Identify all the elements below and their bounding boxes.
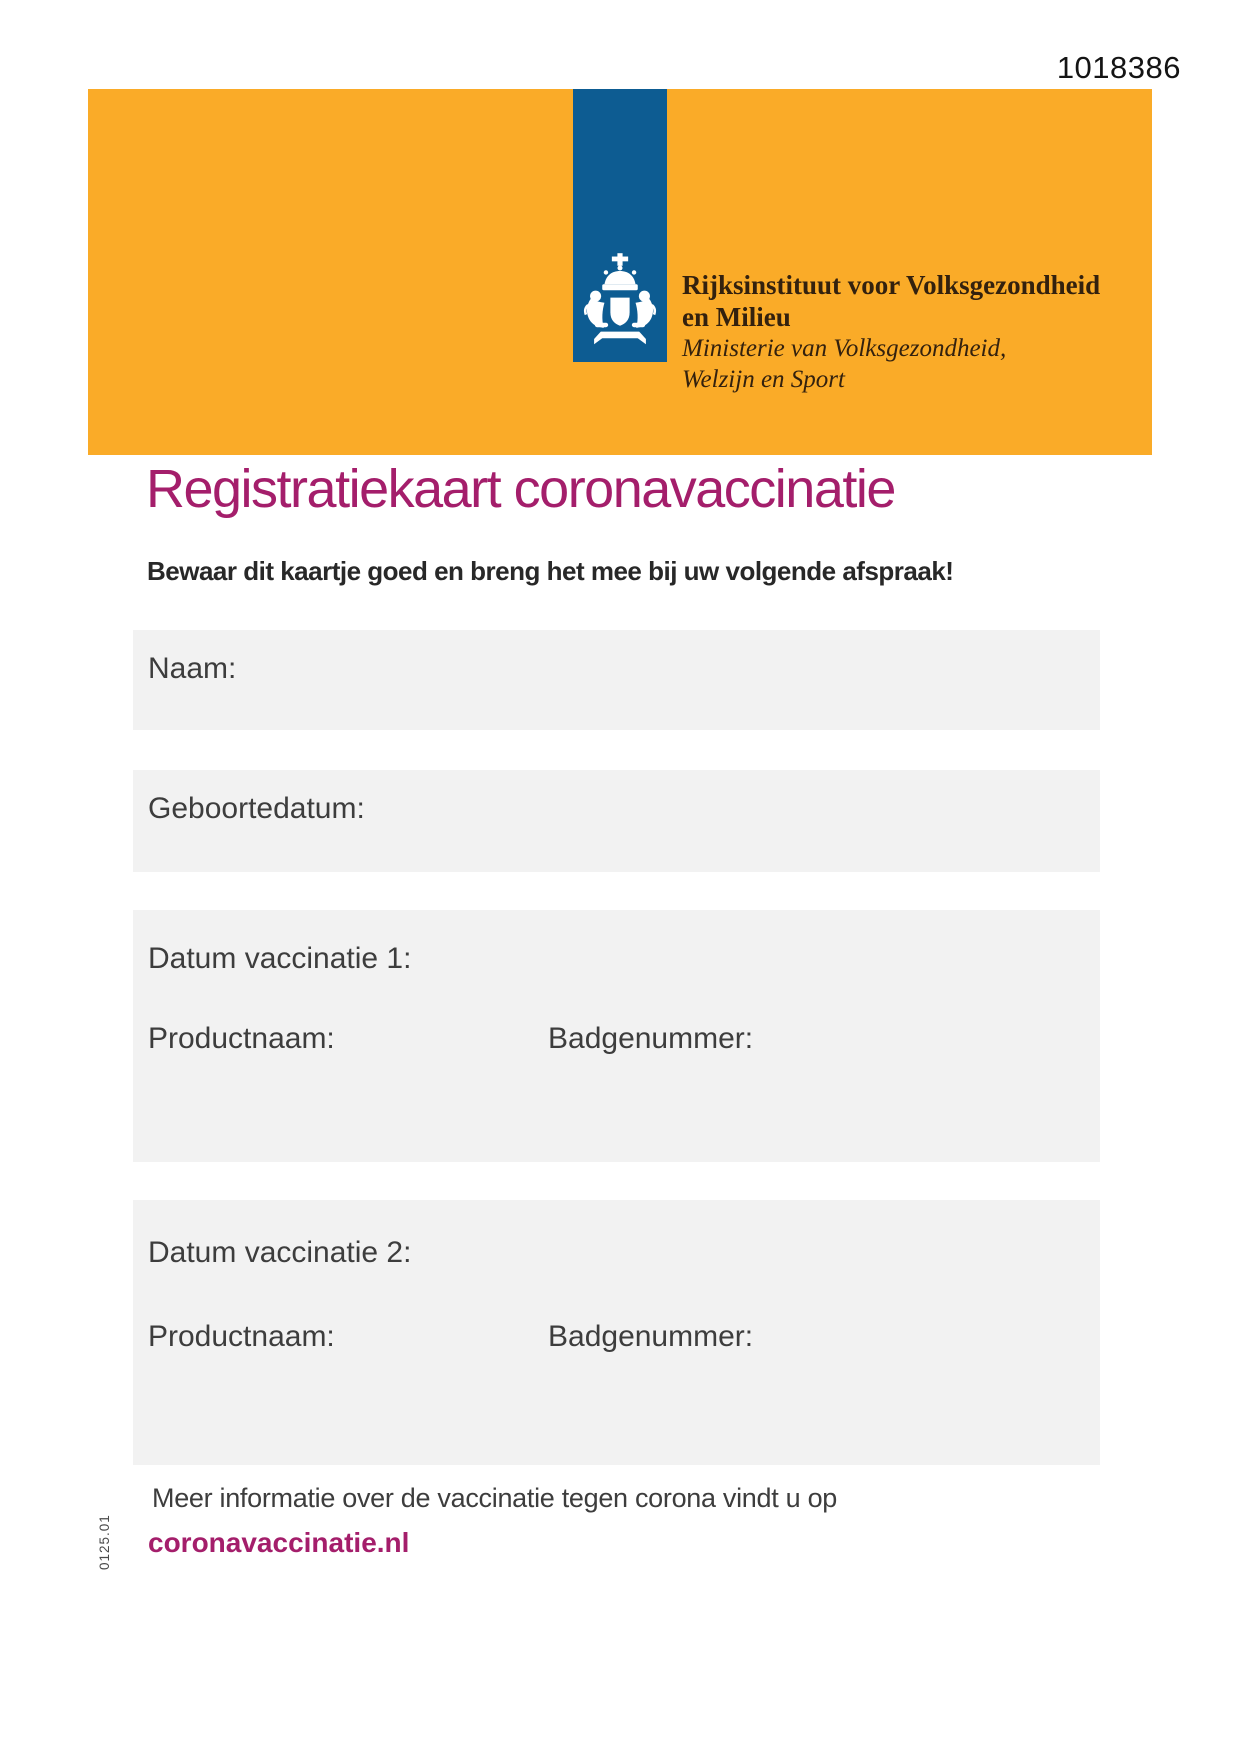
page-title: Registratiekaart coronavaccinatie bbox=[146, 459, 895, 519]
birthdate-field-box bbox=[133, 770, 1100, 872]
vaccination2-product-label: Productnaam: bbox=[148, 1320, 335, 1353]
page-subtitle: Bewaar dit kaartje goed en breng het mee bij uw volgende afspraak! bbox=[147, 556, 954, 586]
logo-ministry-line2: Welzijn en Sport bbox=[682, 366, 845, 393]
footer-website-link[interactable]: coronavaccinatie.nl bbox=[148, 1527, 410, 1558]
vaccination2-field-box bbox=[133, 1200, 1100, 1465]
vaccination1-product-label: Productnaam: bbox=[148, 1022, 335, 1055]
vaccination2-date-label: Datum vaccinatie 2: bbox=[148, 1236, 412, 1269]
vaccination1-badge-label: Badgenummer: bbox=[548, 1022, 754, 1055]
vaccination1-date-label: Datum vaccinatie 1: bbox=[148, 942, 412, 975]
name-label: Naam: bbox=[148, 652, 237, 685]
government-logo-text bbox=[682, 269, 1100, 395]
logo-org-line2: en Milieu bbox=[682, 302, 791, 332]
header-banner bbox=[88, 89, 1152, 455]
vaccination1-field-box bbox=[133, 910, 1100, 1162]
name-field-box bbox=[133, 630, 1100, 730]
footer-info-text: Meer informatie over de vaccinatie tegen corona vindt u op bbox=[152, 1483, 837, 1513]
dutch-coat-of-arms-icon bbox=[583, 253, 657, 357]
logo-ministry-line1: Ministerie van Volksgezondheid, bbox=[682, 335, 1007, 362]
print-code: 0125.01 bbox=[97, 1514, 112, 1570]
logo-org-line1: Rijksinstituut voor Volksgezondheid bbox=[682, 270, 1101, 300]
document-number: 1018386 bbox=[1056, 50, 1181, 85]
birthdate-label: Geboortedatum: bbox=[148, 792, 365, 825]
vaccination2-badge-label: Badgenummer: bbox=[548, 1320, 754, 1353]
logo-blue-stripe bbox=[573, 89, 667, 362]
